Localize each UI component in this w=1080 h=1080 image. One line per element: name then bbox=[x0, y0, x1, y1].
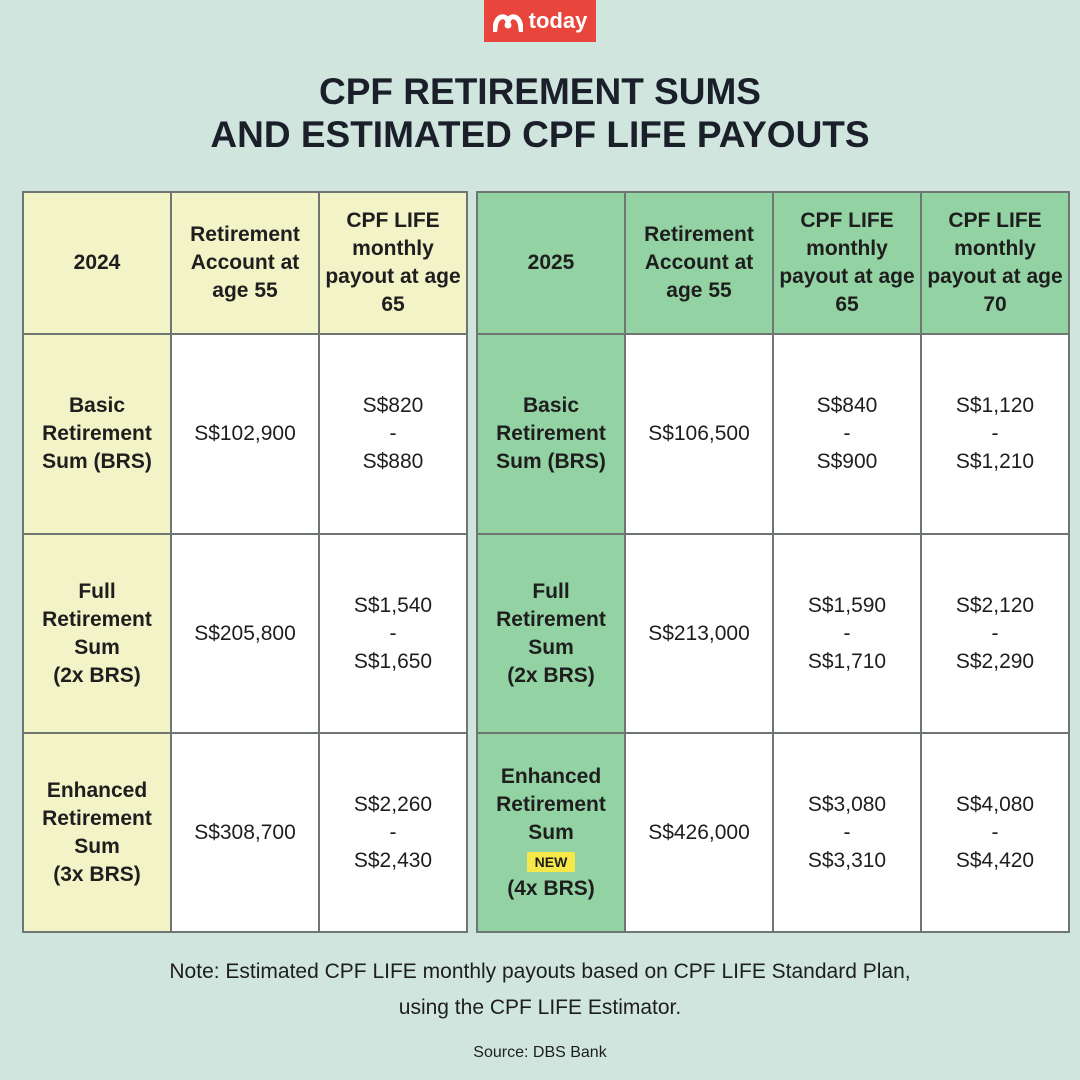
col-header-payout65-2024: CPF LIFE monthly payout at age 65 bbox=[319, 192, 467, 334]
ra-value: S$102,900 bbox=[171, 334, 319, 534]
row-label-ers-2024: Enhanced Retirement Sum (3x BRS) bbox=[23, 733, 171, 932]
table-row bbox=[477, 733, 1069, 932]
col-header-payout70-2025: CPF LIFE monthly payout at age 70 bbox=[921, 192, 1069, 334]
ra-value: S$426,000 bbox=[625, 733, 773, 932]
payout65-range: S$820 - S$880 bbox=[319, 334, 467, 534]
brand-name: today bbox=[528, 8, 588, 33]
payout70-range: S$2,120 - S$2,290 bbox=[921, 534, 1069, 733]
ra-value: S$106,500 bbox=[625, 334, 773, 534]
row-label-frs-2025: Full Retirement Sum (2x BRS) bbox=[477, 534, 625, 733]
payout65-range: S$2,260 - S$2,430 bbox=[319, 733, 467, 932]
ra-value: S$308,700 bbox=[171, 733, 319, 932]
page-title bbox=[0, 70, 1080, 156]
title-line-1: CPF RETIREMENT SUMS bbox=[319, 71, 761, 112]
payout65-range: S$1,590 - S$1,710 bbox=[773, 534, 921, 733]
payout70-range: S$4,080 - S$4,420 bbox=[921, 733, 1069, 932]
table-row bbox=[23, 733, 467, 932]
table-2025-header-row bbox=[477, 192, 1069, 334]
table-row bbox=[23, 334, 467, 534]
title-line-2: AND ESTIMATED CPF LIFE PAYOUTS bbox=[210, 114, 870, 155]
col-header-ra-2024: Retirement Account at age 55 bbox=[171, 192, 319, 334]
today-logo bbox=[484, 0, 596, 42]
brand-mark-icon bbox=[493, 10, 523, 32]
table-row bbox=[477, 534, 1069, 733]
table-2024-header-row bbox=[23, 192, 467, 334]
col-header-ra-2025: Retirement Account at age 55 bbox=[625, 192, 773, 334]
table-2025 bbox=[476, 191, 1070, 933]
new-badge: NEW bbox=[527, 852, 576, 872]
ra-value: S$205,800 bbox=[171, 534, 319, 733]
ra-value: S$213,000 bbox=[625, 534, 773, 733]
payout65-range: S$840 - S$900 bbox=[773, 334, 921, 534]
table-row bbox=[477, 334, 1069, 534]
footnote-line-2: using the CPF LIFE Estimator. bbox=[398, 996, 682, 1019]
row-label-brs-2025: Basic Retirement Sum (BRS) bbox=[477, 334, 625, 534]
col-header-payout65-2025: CPF LIFE monthly payout at age 65 bbox=[773, 192, 921, 334]
source-credit: Source: DBS Bank bbox=[473, 1044, 607, 1061]
payout65-range: S$3,080 - S$3,310 bbox=[773, 733, 921, 932]
table-2024 bbox=[22, 191, 468, 933]
footnote bbox=[0, 954, 1080, 1026]
payout65-range: S$1,540 - S$1,650 bbox=[319, 534, 467, 733]
year-2025-header: 2025 bbox=[477, 192, 625, 334]
footnote-line-1: Note: Estimated CPF LIFE monthly payouts based on CPF LIFE Standard Plan, bbox=[169, 960, 911, 983]
payout70-range: S$1,120 - S$1,210 bbox=[921, 334, 1069, 534]
row-label-ers-2025: Enhanced Retirement Sum NEW (4x BRS) bbox=[477, 733, 625, 932]
table-row bbox=[23, 534, 467, 733]
row-label-frs-2024: Full Retirement Sum (2x BRS) bbox=[23, 534, 171, 733]
row-label-brs-2024: Basic Retirement Sum (BRS) bbox=[23, 334, 171, 534]
year-2024-header: 2024 bbox=[23, 192, 171, 334]
